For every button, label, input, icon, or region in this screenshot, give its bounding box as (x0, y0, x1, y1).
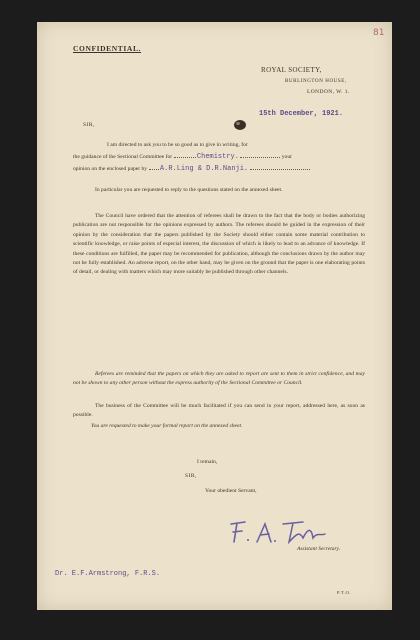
request-line-2-suffix: your (281, 154, 293, 160)
letter-sheet (37, 22, 392, 610)
fill-line (174, 157, 196, 158)
closing-servant: Your obedient Servant, (205, 488, 257, 494)
paragraph-questions: In particular you are requested to reply to the questions stated on the annexed sheet. (95, 187, 283, 193)
society-name: ROYAL SOCIETY, (261, 66, 322, 74)
please-turn-over: P.T.O. (337, 590, 352, 595)
salutation: SIR, (83, 122, 95, 128)
closing-sir: SIR, (185, 473, 197, 479)
handwritten-signature (223, 516, 343, 548)
committee-name: Chemistry. (196, 153, 239, 161)
request-line-2 (73, 153, 368, 161)
confidential-heading: CONFIDENTIAL. (73, 44, 142, 53)
request-line-3 (73, 165, 368, 173)
ink-blot-mark (233, 119, 247, 131)
letter-date: 15th December, 1921. (259, 110, 344, 118)
signatory-title: Assistant Secretary. (297, 546, 341, 552)
request-line-3-prefix: opinion on the enclosed paper by (73, 166, 148, 172)
society-city: LONDON, W. 1. (307, 89, 350, 95)
folio-number: 81 (373, 28, 385, 38)
closing-remain: I remain, (197, 459, 218, 465)
paragraph-business: The business of the Committee will be much facilitated if you can send in your report, addressed here, as soon as possible. (73, 403, 365, 419)
request-line-1: I am directed to ask you to be so good as to give in writing, for (107, 142, 248, 148)
request-line-2-prefix: the guidance of the Sectional Committee for (73, 154, 173, 160)
paper-authors: A.R.Ling & D.R.Nanji. (159, 165, 249, 173)
fill-line (250, 169, 310, 170)
paragraph-council-instructions: The Council have ordered that the attention of referees shall be drawn to the fact that the body or bodies authorizing publication are not responsible for the opinions expressed by authors. The referees should be guided in the expression of their opinion by the consideration that the papers published by the Society should either contain some material contribution to scientific knowledge, or raise points of especial interest, the discussion of which is likely to lead to an advance of knowledge. If these conditions are fulfilled, the paper may be recommended for publication, although the conclusions drawn by the author may not be fully established. An adverse report, on the other hand, may be given on the ground that the paper is one elaborating points of detail, or dealing with matters which may more suitably be published through other channels. (73, 213, 365, 276)
paragraph-formal-report: You are requested to make your formal report on the annexed sheet. (91, 423, 243, 429)
fill-line (240, 157, 280, 158)
society-house: BURLINGTON HOUSE, (285, 79, 347, 84)
addressee: Dr. E.F.Armstrong, F.R.S. (55, 570, 161, 578)
fill-line (149, 169, 159, 170)
paragraph-confidentiality: Referees are reminded that the papers on which they are asked to report are sent to them in strict confidence, and may not be shown to any other person without the express authority of the Sectional Committee or Council. (73, 371, 365, 387)
